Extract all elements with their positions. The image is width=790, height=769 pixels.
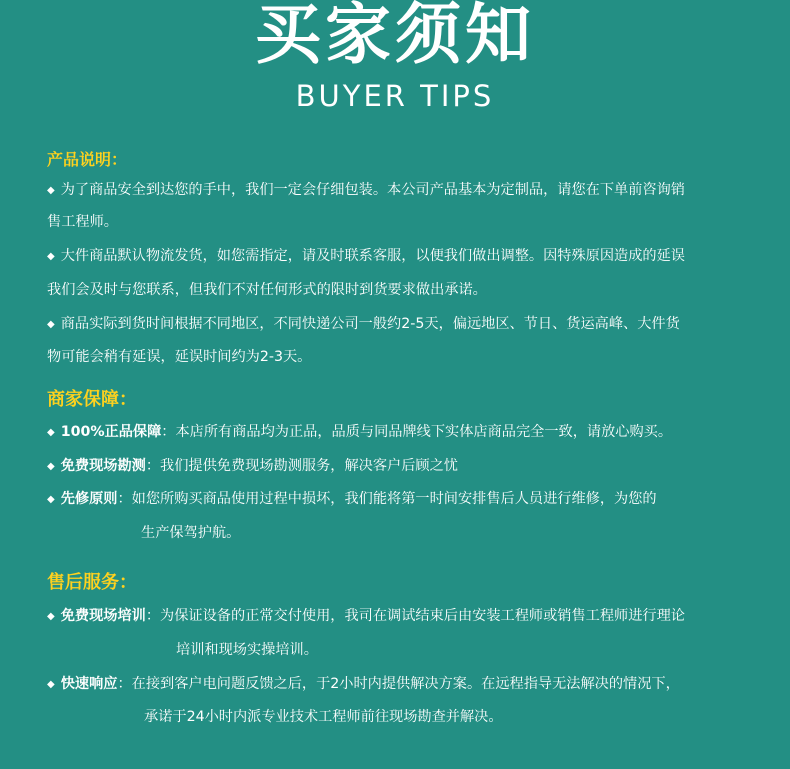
page-subtitle: BUYER TIPS [295, 79, 495, 113]
guarantee-item-3-cont: 生产保驾护航。 [141, 525, 241, 541]
product-item-2-cont: 我们会及时与您联系，但我们不对任何形式的限时到货要求做出承诺。 [47, 282, 487, 298]
guarantee-item-1-text: ：本店所有商品均为正品，品质与同品牌线下实体店商品完全一致，请放心购买。 [161, 424, 673, 440]
aftersales-item-1 [47, 606, 685, 627]
bullet-icon: ◆ [47, 251, 55, 262]
aftersales-item-1-label: 免费现场培训 [60, 608, 146, 624]
product-item-1 [47, 180, 685, 201]
section-heading-product: 产品说明： [47, 150, 128, 169]
bullet-icon: ◆ [47, 461, 55, 472]
product-item-1-text: 为了商品安全到达您的手中，我们一定会仔细包装。本公司产品基本为定制品，请您在下单前咨询销 [60, 182, 685, 198]
guarantee-item-2-label: 免费现场勘测 [60, 458, 146, 474]
guarantee-item-1 [47, 422, 672, 443]
product-item-3 [47, 314, 680, 335]
aftersales-item-1-text: ：为保证设备的正常交付使用，我司在调试结束后由安装工程师或销售工程师进行理论 [145, 608, 685, 624]
product-item-2 [47, 246, 685, 267]
page-title: 买家须知 [255, 0, 535, 73]
bullet-icon: ◆ [47, 185, 55, 196]
bullet-icon: ◆ [47, 427, 55, 438]
guarantee-item-2-text: ：我们提供免费现场勘测服务，解决客户后顾之忧 [145, 458, 458, 474]
section-heading-aftersales: 售后服务： [47, 572, 137, 593]
guarantee-item-3 [47, 489, 657, 510]
product-item-2-text: 大件商品默认物流发货，如您需指定，请及时联系客服，以便我们做出调整。因特殊原因造成的延误 [60, 248, 685, 264]
section-heading-guarantee: 商家保障： [47, 389, 137, 410]
aftersales-item-1-cont: 培训和现场实操培训。 [176, 642, 318, 658]
aftersales-item-2 [47, 674, 680, 695]
aftersales-item-2-text: ：在接到客户电问题反馈之后，于2小时内提供解决方案。在远程指导无法解决的情况下， [117, 676, 680, 692]
guarantee-item-2 [47, 456, 458, 477]
bullet-icon: ◆ [47, 679, 55, 690]
aftersales-item-2-cont: 承诺于24小时内派专业技术工程师前往现场勘查并解决。 [144, 709, 503, 725]
bullet-icon: ◆ [47, 611, 55, 622]
guarantee-item-1-label: 100%正品保障 [60, 424, 162, 440]
guarantee-item-3-text: ：如您所购买商品使用过程中损坏，我们能将第一时间安排售后人员进行维修，为您的 [117, 491, 657, 507]
product-item-3-text: 商品实际到货时间根据不同地区，不同快递公司一般约2-5天，偏远地区、节日、货运高峰、大件货 [60, 316, 680, 332]
product-item-3-cont: 物可能会稍有延误，延误时间约为2-3天。 [47, 349, 312, 365]
product-item-1-cont: 售工程师。 [47, 214, 118, 230]
guarantee-item-3-label: 先修原则 [60, 491, 118, 507]
bullet-icon: ◆ [47, 319, 55, 330]
aftersales-item-2-label: 快速响应 [60, 676, 118, 692]
bullet-icon: ◆ [47, 494, 55, 505]
